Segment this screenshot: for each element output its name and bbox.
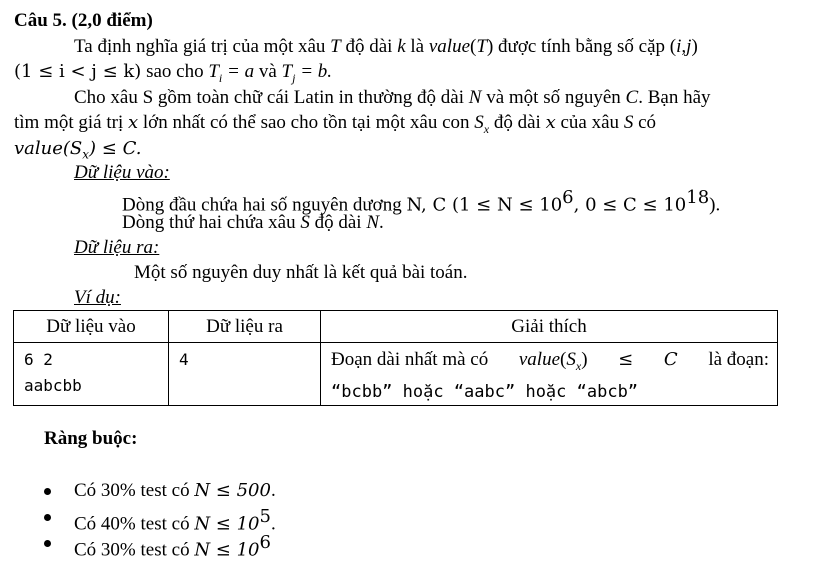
table-header-row (14, 311, 778, 343)
input-description-line-1: Dòng đầu chứa hai số nguyên dương N, C ($1 \le N \le 10^6$, $0 \le C \le 10^{18}$). (122, 187, 721, 216)
input-description-line-2: Dòng thứ hai chứa xâu S độ dài N. (122, 212, 384, 233)
output-description: Một số nguyên duy nhất là kết quả bài toán. (134, 262, 468, 283)
constraint-item: Có 30% test có N ≤ 500. (74, 480, 276, 501)
definition-line-1: Ta định nghĩa giá trị của một xâu T độ dài k là value(T) được tính bằng số cặp (i,j) (74, 36, 698, 57)
bullet-icon (44, 488, 51, 495)
bullet-icon (44, 540, 51, 547)
constraint-item: Có 40% test có $N \le 10^5$. (74, 506, 276, 535)
input-section-label: Dữ liệu vào: (74, 162, 170, 183)
header-input: Dữ liệu vào (14, 311, 169, 343)
example-label: Ví dụ: (74, 287, 121, 308)
example-input: 6 2 aabcbb (24, 350, 82, 395)
example-input-cell (14, 343, 169, 406)
example-explanation: Đoạn dài nhất mà có $value(S_x)$ ≤ C là đoạn: “bcbb” hoặc “aabc” hoặc “abcb” (331, 349, 769, 402)
header-output: Dữ liệu ra (169, 311, 321, 343)
problem-line-2: tìm một giá trị x lớn nhất có thể sao cho tồn tại một xâu con $S_x$ độ dài x của xâu S có (14, 112, 656, 136)
example-output: 4 (179, 350, 189, 369)
problem-line-3: $value(S_x) \le C$. (14, 138, 142, 162)
example-explanation-cell (321, 343, 778, 406)
constraints-title: Ràng buộc: (44, 428, 138, 449)
question-heading: Câu 5. (2,0 điểm) (14, 10, 153, 31)
output-section-label: Dữ liệu ra: (74, 237, 160, 258)
definition-line-2: (1 ≤ i < j ≤ k) sao cho $T_i = a$ và $T_j = b$. (14, 61, 333, 85)
example-output-cell (169, 343, 321, 406)
example-table (13, 310, 778, 406)
problem-line-1: Cho xâu S gồm toàn chữ cái Latin in thường độ dài N và một số nguyên C. Bạn hãy (74, 87, 711, 108)
constraint-item: Có 30% test có $N \le 10^6$ (74, 532, 271, 561)
bullet-icon (44, 514, 51, 521)
table-row (14, 343, 778, 406)
header-explanation: Giải thích (321, 311, 778, 343)
